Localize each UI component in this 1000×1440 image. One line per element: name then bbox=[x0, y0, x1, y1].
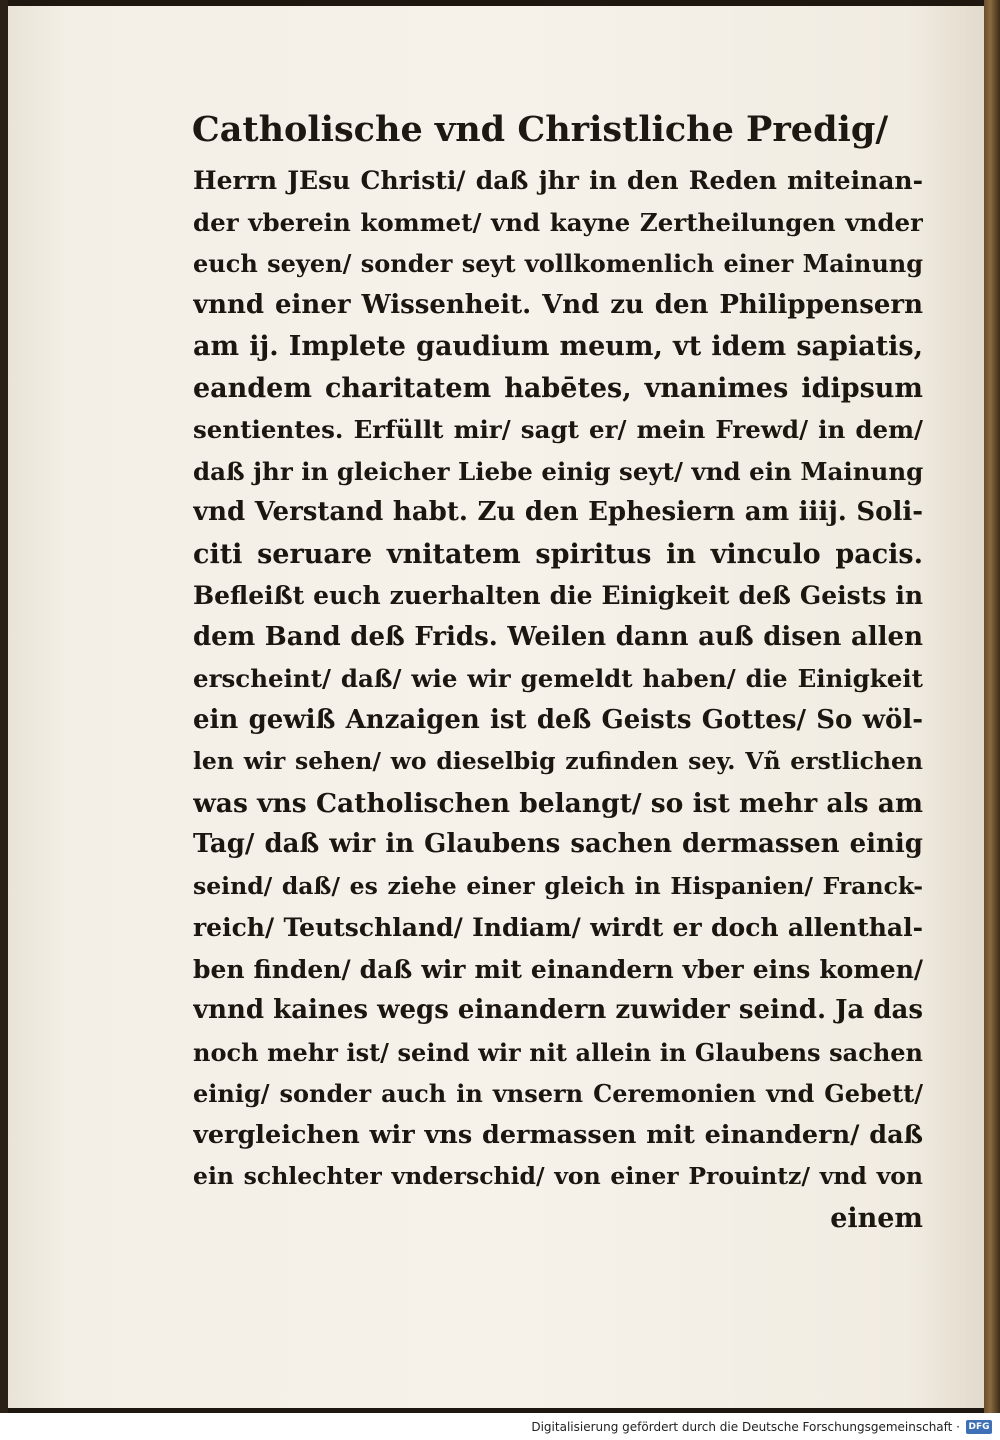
text-line: vnnd einer Wissenheit. Vnd zu den Philippensern bbox=[193, 289, 923, 320]
dfg-logo: DFG bbox=[966, 1420, 992, 1434]
text-line: Tag/ daß wir in Glaubens sachen dermassen einig bbox=[193, 829, 923, 859]
text-line: Befleißt euch zuerhalten die Einigkeit deß Geists in bbox=[193, 581, 923, 610]
text-line: euch seyen/ sonder seyt vollkomenlich einer Mainung bbox=[193, 249, 923, 278]
text-line: dem Band deß Frids. Weilen dann auß disen allen bbox=[193, 621, 923, 652]
catchword: einem bbox=[830, 1202, 923, 1234]
funding-credit: Digitalisierung gefördert durch die Deutsche Forschungsgemeinschaft · bbox=[531, 1420, 960, 1434]
text-line: daß jhr in gleicher Liebe einig seyt/ vnd ein Mainung bbox=[193, 456, 923, 486]
text-line: sentientes. Erfüllt mir/ sagt er/ mein Frewd/ in dem/ bbox=[193, 415, 923, 444]
text-line: erscheint/ daß/ wie wir gemeldt haben/ die Einigkeit bbox=[193, 664, 923, 693]
running-header: Catholische vnd Christliche Predig/ bbox=[191, 109, 889, 150]
text-line: ein gewiß Anzaigen ist deß Geists Gottes/ So wöl- bbox=[193, 704, 923, 735]
text-line: einig/ sonder auch in vnsern Ceremonien vnd Gebett/ bbox=[193, 1079, 923, 1108]
book-edge-right bbox=[984, 0, 1000, 1413]
text-line: noch mehr ist/ seind wir nit allein in Glaubens sachen bbox=[193, 1037, 923, 1067]
text-line: citi seruare vnitatem spiritus in vinculo pacis. bbox=[193, 538, 923, 570]
text-line: ein schlechter vnderschid/ von einer Prouintz/ vnd von bbox=[193, 1162, 923, 1190]
text-line: eandem charitatem habētes, vnanimes idipsum bbox=[193, 372, 923, 404]
text-line: Herrn JEsu Christi/ daß jhr in den Reden miteinan- bbox=[193, 166, 923, 195]
text-line: ben finden/ daß wir mit einandern vber eins komen/ bbox=[193, 954, 923, 984]
text-line: seind/ daß/ es ziehe einer gleich in Hispanien/ Franck- bbox=[193, 871, 923, 900]
body-text bbox=[193, 160, 923, 1239]
text-line: reich/ Teutschland/ Indiam/ wirdt er doch allenthal- bbox=[193, 913, 923, 942]
text-line: vnnd kaines wegs einandern zuwider seind. Ja das bbox=[193, 995, 923, 1025]
text-line: der vberein kommet/ vnd kayne Zertheilungen vnder bbox=[193, 207, 923, 237]
scan-border-left bbox=[0, 0, 8, 1413]
text-line: vergleichen wir vns dermassen mit einandern/ daß bbox=[193, 1119, 923, 1150]
text-line: was vns Catholischen belangt/ so ist mehr als am bbox=[193, 787, 923, 819]
text-line: vnd Verstand habt. Zu den Ephesiern am iiij. Soli- bbox=[193, 497, 923, 527]
text-line: am ij. Implete gaudium meum, vt idem sapiatis, bbox=[193, 331, 923, 362]
text-line: len wir sehen/ wo dieselbig zufinden sey. Vñ erstlichen bbox=[193, 747, 923, 775]
digitization-footer bbox=[531, 1418, 992, 1436]
